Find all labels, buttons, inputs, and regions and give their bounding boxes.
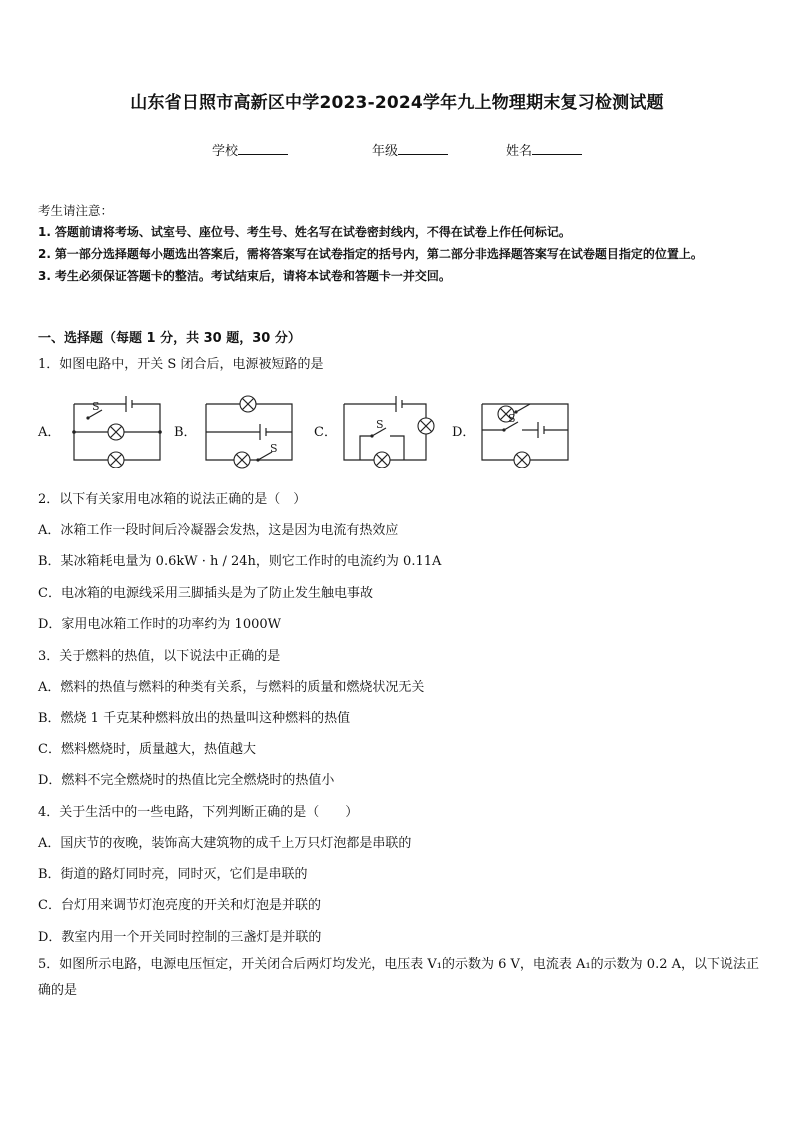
question-3-stem: 3．关于燃料的热值，以下说法中正确的是 [38, 649, 281, 664]
q4-option-d: D．教室内用一个开关同时控制的三盏灯是并联的 [38, 930, 322, 945]
switch-label: S [270, 442, 278, 455]
q1-circuit-c [338, 392, 442, 468]
switch-label: S [376, 418, 384, 431]
switch-label: S [508, 412, 516, 425]
notice-block [38, 200, 760, 287]
q2-option-b: B．某冰箱耗电量为 0.6kW · h / 24h，则它工作时的电流约为 0.11A [38, 554, 442, 569]
name-blank[interactable] [532, 142, 582, 155]
notice-item-3: 3. 考生必须保证答题卡的整洁。考试结束后，请将本试卷和答题卡一并交回。 [38, 269, 451, 283]
q1-option-a-label: A． [38, 425, 61, 440]
question-1-stem: 1．如图电路中，开关 S 闭合后，电源被短路的是 [38, 357, 324, 372]
q1-option-c-label: C． [314, 425, 337, 440]
q3-option-b: B．燃烧 1 千克某种燃料放出的热量叫这种燃料的热值 [38, 711, 351, 726]
name-field: 姓名 [506, 140, 582, 159]
section-heading: 一、选择题（每题 1 分，共 30 题，30 分） [38, 331, 301, 346]
switch-label: S [92, 400, 100, 413]
q3-option-c: C．燃料燃烧时，质量越大，热值越大 [38, 742, 256, 757]
q4-option-c: C．台灯用来调节灯泡亮度的开关和灯泡是并联的 [38, 898, 321, 913]
question-2-stem: 2．以下有关家用电冰箱的说法正确的是（ ） [38, 492, 307, 507]
q1-circuit-b [200, 390, 298, 470]
notice-heading: 考生请注意： [38, 203, 114, 218]
question-5-stem: 5．如图所示电路，电源电压恒定，开关闭合后两灯均发光，电压表 V₁的示数为 6 V，电流表 A₁的示数为 0.2 A，以下说法正确的是 [38, 957, 759, 998]
school-field: 学校 [212, 140, 288, 159]
q1-circuit-a [68, 392, 166, 468]
q4-option-a: A．国庆节的夜晚，装饰高大建筑物的成千上万只灯泡都是串联的 [38, 836, 412, 851]
q4-option-b: B．街道的路灯同时亮，同时灭，它们是串联的 [38, 867, 308, 882]
grade-field: 年级 [372, 140, 448, 159]
page-title: 山东省日照市高新区中学2023-2024学年九上物理期末复习检测试题 [130, 93, 664, 113]
q3-option-d: D．燃料不完全燃烧时的热值比完全燃烧时的热值小 [38, 773, 335, 788]
question-4-stem: 4．关于生活中的一些电路，下列判断正确的是（ ） [38, 805, 359, 820]
notice-item-2: 2. 第一部分选择题每小题选出答案后，需将答案写在试卷指定的括号内，第二部分非选择题答案写在试卷题目指定的位置上。 [38, 247, 703, 261]
q1-option-d-label: D． [452, 425, 476, 440]
q1-circuit-d [476, 392, 574, 468]
q3-option-a: A．燃料的热值与燃料的种类有关系，与燃料的质量和燃烧状况无关 [38, 680, 425, 695]
q2-option-c: C．电冰箱的电源线采用三脚插头是为了防止发生触电事故 [38, 586, 373, 601]
grade-blank[interactable] [398, 142, 448, 155]
notice-item-1: 1. 答题前请将考场、试室号、座位号、考生号、姓名写在试卷密封线内，不得在试卷上作任何标记。 [38, 225, 571, 239]
q1-option-b-label: B． [174, 425, 197, 440]
q2-option-a: A．冰箱工作一段时间后冷凝器会发热，这是因为电流有热效应 [38, 523, 399, 538]
school-blank[interactable] [238, 142, 288, 155]
q2-option-d: D．家用电冰箱工作时的功率约为 1000W [38, 617, 282, 632]
